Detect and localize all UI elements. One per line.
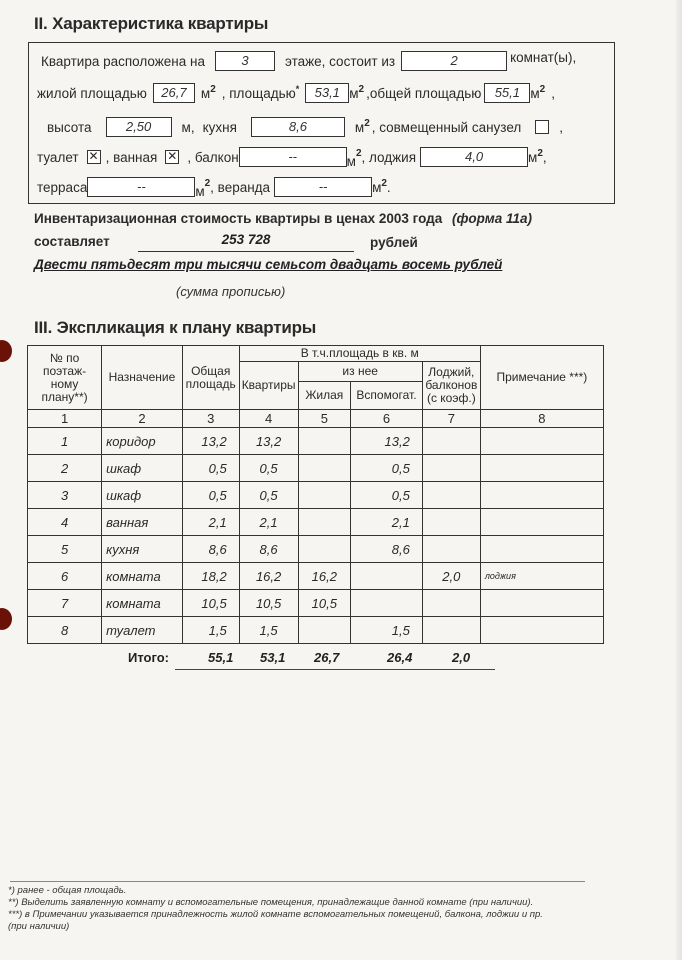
totals-label: Итого: <box>128 650 169 665</box>
row-apartment-area: 0,5 <box>239 482 298 509</box>
row-living-area: 10,5 <box>298 590 351 617</box>
header-loggia: Лоджий, балконов (с коэф.) <box>422 362 480 410</box>
totals-underline <box>175 669 495 670</box>
table-row <box>28 536 604 563</box>
row-total-area: 10,5 <box>182 590 239 617</box>
row-auxiliary-area: 2,1 <box>351 509 423 536</box>
veranda-field: -- <box>274 177 372 197</box>
column-number-row <box>28 410 604 428</box>
balcony-label: , балкон <box>187 149 239 165</box>
cost-words-hint: (сумма прописью) <box>176 284 286 299</box>
unit-superscript: 2 <box>355 147 362 159</box>
area-field: 53,1 <box>305 83 349 103</box>
bath-label: , ванная <box>105 149 158 165</box>
combined-bath-checkbox[interactable] <box>535 120 549 134</box>
row-loggia-area <box>422 482 480 509</box>
row-num: 4 <box>28 509 102 536</box>
veranda-label: , веранда <box>210 179 271 195</box>
row-auxiliary-area: 0,5 <box>351 455 423 482</box>
header-of-which: из нее <box>298 362 422 382</box>
page-edge <box>676 0 682 960</box>
row-loggia-area <box>422 428 480 455</box>
footnote-divider <box>10 881 585 882</box>
row-num: 8 <box>28 617 102 644</box>
row-total-area: 0,5 <box>182 455 239 482</box>
rooms-suffix: комнат(ы), <box>510 49 577 65</box>
table-row <box>28 617 604 644</box>
loggia-label: , лоджия <box>361 149 417 165</box>
area-footnote-marker: * <box>295 84 300 94</box>
rooms-label: этаже, состоит из <box>284 53 396 69</box>
row-purpose: шкаф <box>102 455 183 482</box>
terrace-label: терраса <box>37 179 88 195</box>
height-unit: м, <box>181 119 195 135</box>
footnote-4: (при наличии) <box>8 921 70 932</box>
row-loggia-area <box>422 617 480 644</box>
row-auxiliary-area: 1,5 <box>351 617 423 644</box>
header-living: Жилая <box>298 382 351 410</box>
terrace-unit: м <box>195 183 205 199</box>
row-total-area: 2,1 <box>182 509 239 536</box>
combined-bath-label: , совмещенный санузел <box>371 119 522 135</box>
row-living-area <box>298 509 351 536</box>
cost-amount-label: составляет <box>34 234 110 249</box>
unit-superscript: 2 <box>358 83 365 95</box>
row-purpose: туалет <box>102 617 183 644</box>
floor-rooms-line <box>41 51 576 71</box>
row-num: 5 <box>28 536 102 563</box>
binder-hole-top <box>0 340 12 362</box>
row-apartment-area: 10,5 <box>239 590 298 617</box>
apartment-characteristics-box <box>28 42 615 204</box>
cost-amount-words: Двести пятьдесят три тысячи семьсот двадцать восемь рублей <box>34 257 503 272</box>
row-apartment-area: 16,2 <box>239 563 298 590</box>
row-apartment-area: 1,5 <box>239 617 298 644</box>
balcony-unit: м <box>346 153 356 169</box>
floor-field: 3 <box>215 51 275 71</box>
row-living-area <box>298 455 351 482</box>
living-area-field: 26,7 <box>153 83 195 103</box>
row-apartment-area: 13,2 <box>239 428 298 455</box>
unit-superscript: 2 <box>537 147 543 159</box>
column-number: 4 <box>239 410 298 428</box>
area-unit: м <box>349 85 359 101</box>
row-note <box>480 455 603 482</box>
loggia-unit: м <box>528 149 538 165</box>
totals-total-area: 55,1 <box>208 650 234 665</box>
footnote-3: ***) в Примечании указывается принадлежность жилой комнате вспомогательных помещений, балкона, лоджии и пр. <box>8 909 543 920</box>
row-note <box>480 617 603 644</box>
totals-apartment: 53,1 <box>260 650 286 665</box>
row-num: 6 <box>28 563 102 590</box>
row-purpose: коридор <box>102 428 183 455</box>
row-total-area: 13,2 <box>182 428 239 455</box>
section2-title: II. Характеристика квартиры <box>34 14 269 33</box>
row-apartment-area: 0,5 <box>239 455 298 482</box>
row-purpose: шкаф <box>102 482 183 509</box>
area-line: жилой площадью 26,7 м 2 , площадью * 53,1 м 2 ,общей площадью 55,1 м 2 , <box>37 83 555 103</box>
unit-superscript: 2 <box>204 177 211 189</box>
bath-checkbox[interactable]: ✕ <box>167 149 178 163</box>
terrace-veranda-line: терраса -- м 2 , веранда -- м 2 . <box>37 177 391 199</box>
row-purpose: ванная <box>102 509 183 536</box>
table-row <box>28 563 604 590</box>
floor-label: Квартира расположена на <box>41 53 205 69</box>
binder-hole-bottom <box>0 608 12 630</box>
veranda-unit: м <box>372 179 382 195</box>
explication-table <box>27 345 604 644</box>
row-auxiliary-area: 0,5 <box>351 482 423 509</box>
footnote-1: *) ранее - общая площадь. <box>8 885 127 896</box>
table-row <box>28 455 604 482</box>
row-loggia-area: 2,0 <box>422 563 480 590</box>
row-loggia-area <box>422 590 480 617</box>
loggia-field: 4,0 <box>420 147 528 167</box>
unit-superscript: 2 <box>539 83 546 95</box>
header-note: Примечание ***) <box>480 346 603 410</box>
table-row <box>28 482 604 509</box>
header-num: № по поэтаж-ному плану**) <box>28 346 102 410</box>
kitchen-field: 8,6 <box>251 117 345 137</box>
row-total-area: 18,2 <box>182 563 239 590</box>
row-note: лоджия <box>480 563 603 590</box>
row-living-area: 16,2 <box>298 563 351 590</box>
unit-superscript: 2 <box>210 83 216 95</box>
column-number: 8 <box>480 410 603 428</box>
toilet-bath-line: туалет ✕ , ванная ✕ , балкон -- м 2 , лоджия 4,0 м 2 , <box>37 147 547 169</box>
row-num: 1 <box>28 428 102 455</box>
header-auxiliary: Вспомогат. <box>351 382 423 410</box>
row-living-area <box>298 428 351 455</box>
row-purpose: комната <box>102 563 183 590</box>
living-area-unit: м <box>200 85 211 101</box>
unit-superscript: 2 <box>381 177 387 189</box>
row-purpose: кухня <box>102 536 183 563</box>
row-auxiliary-area <box>351 590 423 617</box>
rooms-field: 2 <box>401 51 507 71</box>
row-num: 3 <box>28 482 102 509</box>
header-total-area: Общая площадь <box>182 346 239 410</box>
row-loggia-area <box>422 536 480 563</box>
header-area-group: В т.ч.площадь в кв. м <box>239 346 480 362</box>
row-note <box>480 428 603 455</box>
cost-form-ref: (форма 11а) <box>451 211 533 226</box>
row-num: 7 <box>28 590 102 617</box>
column-number: 7 <box>422 410 480 428</box>
area-label: , площадью <box>221 85 296 101</box>
total-area-label: ,общей площадью <box>366 85 482 101</box>
row-purpose: комната <box>102 590 183 617</box>
row-note <box>480 509 603 536</box>
section3-title: III. Экспликация к плану квартиры <box>34 318 317 337</box>
totals-loggia: 2,0 <box>452 650 471 665</box>
table-row <box>28 509 604 536</box>
total-area-field: 55,1 <box>484 83 530 103</box>
column-number: 2 <box>102 410 183 428</box>
row-total-area: 0,5 <box>182 482 239 509</box>
row-apartment-area: 8,6 <box>239 536 298 563</box>
row-total-area: 8,6 <box>182 536 239 563</box>
row-note <box>480 536 603 563</box>
living-area-label: жилой площадью <box>37 85 147 101</box>
row-living-area <box>298 482 351 509</box>
height-field: 2,50 <box>106 117 172 137</box>
cost-amount-value: 253 728 <box>138 232 354 252</box>
column-number: 6 <box>351 410 423 428</box>
height-kitchen-line: высота 2,50 м, кухня 8,6 м 2 , совмещенный санузел , <box>47 117 563 137</box>
row-auxiliary-area: 13,2 <box>351 428 423 455</box>
column-number: 3 <box>182 410 239 428</box>
balcony-field: -- <box>239 147 347 167</box>
total-area-unit: м <box>530 85 540 101</box>
row-living-area <box>298 617 351 644</box>
totals-auxiliary: 26,4 <box>387 650 413 665</box>
row-num: 2 <box>28 455 102 482</box>
cost-title-line <box>34 211 532 226</box>
toilet-label: туалет <box>37 149 79 165</box>
header-apartment: Квартиры <box>239 362 298 410</box>
header-purpose: Назначение <box>102 346 183 410</box>
totals-living: 26,7 <box>314 650 340 665</box>
cost-title: Инвентаризационная стоимость квартиры в ценах 2003 года <box>34 211 443 226</box>
row-loggia-area <box>422 509 480 536</box>
kitchen-unit: м <box>354 119 365 135</box>
toilet-checkbox[interactable]: ✕ <box>88 149 99 163</box>
footnote-2: **) Выделить заявленную комнату и вспомогательные помещения, принадлежащие данной комнате (при наличии). <box>8 897 534 908</box>
column-number: 5 <box>298 410 351 428</box>
row-total-area: 1,5 <box>182 617 239 644</box>
kitchen-label: кухня <box>202 119 237 135</box>
row-loggia-area <box>422 455 480 482</box>
row-apartment-area: 2,1 <box>239 509 298 536</box>
unit-superscript: 2 <box>364 117 370 129</box>
row-auxiliary-area <box>351 563 423 590</box>
table-row <box>28 590 604 617</box>
height-label: высота <box>47 119 92 135</box>
column-number: 1 <box>28 410 102 428</box>
row-note <box>480 590 603 617</box>
row-auxiliary-area: 8,6 <box>351 536 423 563</box>
table-row <box>28 428 604 455</box>
terrace-field: -- <box>87 177 195 197</box>
cost-currency: рублей <box>370 235 418 250</box>
row-note <box>480 482 603 509</box>
row-living-area <box>298 536 351 563</box>
